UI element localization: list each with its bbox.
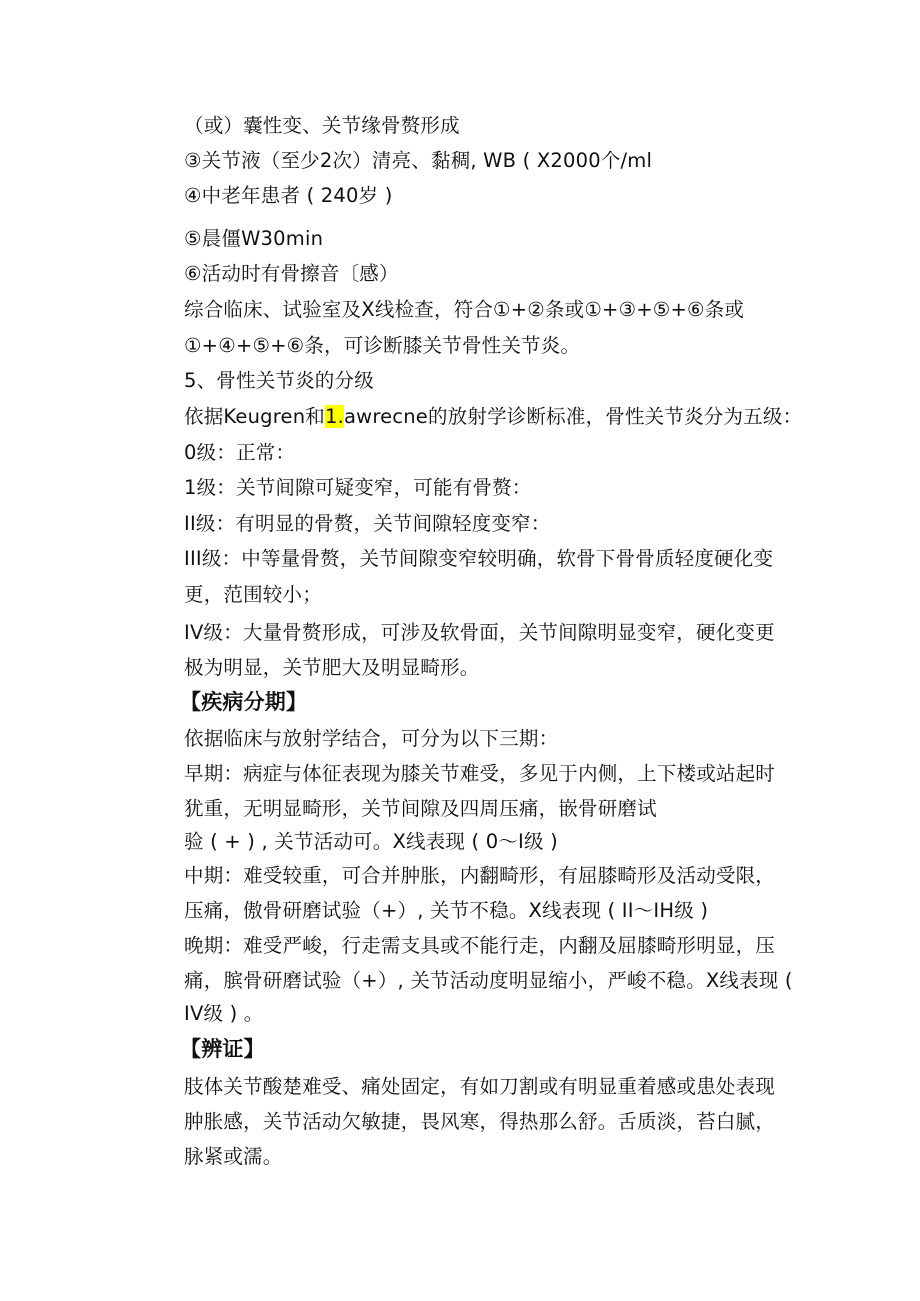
text-line: 痛，膑骨研磨试验（+）, 关节活动度明显缩小，严峻不稳。X线表现 ( [184,969,793,992]
text-line: （或）囊性变、关节缘骨赘形成 [184,114,460,137]
text-line: 极为明显，关节肥大及明显畸形。 [184,656,480,679]
text-line: IV级：大量骨赘形成，可涉及软骨面，关节间隙明显变窄，硬化变更 [184,621,775,644]
section-heading-differentiation: 【辨证】 [180,1037,265,1061]
text-line: 1级：关节间隙可疑变窄，可能有骨赘： [184,476,532,499]
text-line: 依据临床与放射学结合，可分为以下三期： [184,727,559,750]
section-heading-staging: 【疾病分期】 [180,690,308,714]
text-line: IV级 ) 。 [184,1002,264,1025]
text-line: 更，范围较小； [184,583,322,606]
text-line: 脉紧或濡。 [184,1145,283,1168]
text-line: 压痛，傲骨研磨试验（+）, 关节不稳。X线表现 ( II〜IH级 ) [184,899,709,922]
text-line: 肿胀感，关节活动欠敏捷，畏风寒，得热那么舒。舌质淡，苔白腻， [184,1110,776,1133]
text-line: ③关节液（至少2次）清亮、黏稠, WB ( X2000个/ml [184,149,653,172]
text-line: 犹重，无明显畸形，关节间隙及四周压痛，嵌骨研磨试 [184,797,657,820]
text-segment: awrecne的放射学诊断标准，骨性关节炎分为五级： [344,405,803,428]
text-line: 晚期：难受严峻，行走需支具或不能行走，内翻及屈膝畸形明显，压 [184,934,776,957]
text-line: 早期：病症与体征表现为膝关节难受，多见于内侧，上下楼或站起时 [184,762,776,785]
text-line: 0级：正常： [184,441,296,464]
section-subheading: 5、骨性关节炎的分级 [184,369,374,392]
text-line: 中期：难受较重，可合并肿胀，内翻畸形，有屈膝畸形及活动受限， [184,864,776,887]
text-line: ⑤晨僵W30min [184,227,324,250]
highlighted-text: 1. [325,405,345,428]
text-line: ④中老年患者 ( 240岁 ) [184,184,393,207]
text-line [184,405,803,429]
text-line: II级：有明显的骨赘，关节间隙轻度变窄： [184,512,551,535]
text-segment: 依据Keugren和 [184,405,325,428]
text-line: 综合临床、试验室及X线检查，符合①+②条或①+③+⑤+⑥条或 [184,298,745,321]
text-line: ①+④+⑤+⑥条，可诊断膝关节骨性关节炎。 [184,334,581,357]
text-line: 肢体关节酸楚难受、痛处固定，有如刀割或有明显重着感或患处表现 [184,1075,776,1098]
text-line: III级：中等量骨赘，关节间隙变窄较明确，软骨下骨骨质轻度硬化变 [184,547,774,570]
text-line: 验 ( + ) , 关节活动可。X线表现 ( 0〜I级 ) [184,830,558,853]
text-line: ⑥活动时有骨擦音〔感） [184,262,399,285]
